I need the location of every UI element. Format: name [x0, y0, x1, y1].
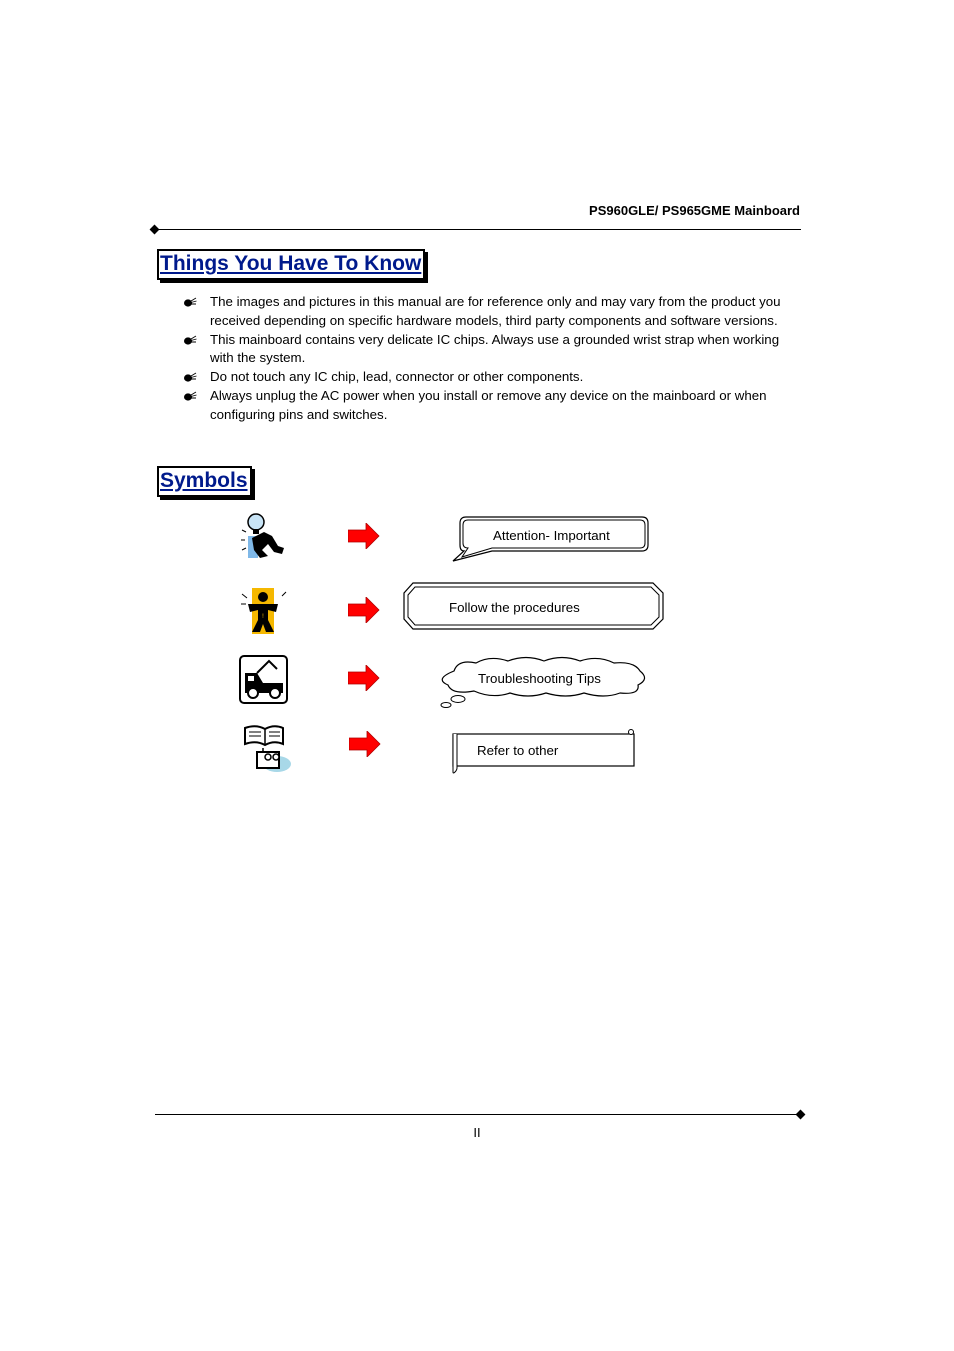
pointing-hand-icon	[183, 296, 197, 308]
pointing-hand-icon	[183, 371, 197, 383]
symbol-label-refer: Refer to other	[477, 743, 559, 758]
hazard-person-icon	[238, 586, 288, 636]
lightbulb-person-icon	[238, 510, 288, 560]
footer-rule	[155, 1114, 801, 1115]
pointing-hand-icon	[183, 390, 197, 402]
svg-text:!: !	[262, 614, 264, 620]
page-number: II	[473, 1125, 481, 1140]
right-arrow-icon	[348, 665, 380, 691]
right-arrow-icon	[349, 731, 381, 757]
section-title-things: Things You Have To Know	[157, 249, 425, 280]
header-rule	[155, 229, 801, 230]
symbol-label-procedures: Follow the procedures	[449, 600, 580, 615]
bullet-list	[183, 293, 793, 425]
right-arrow-icon	[348, 523, 380, 549]
section-title-symbols: Symbols	[157, 466, 252, 497]
right-arrow-icon	[348, 597, 380, 623]
pointing-hand-icon	[183, 334, 197, 346]
header-title: PS960GLE/ PS965GME Mainboard	[589, 203, 800, 218]
list-item: This mainboard contains very delicate IC chips. Always use a grounded wrist strap when working with the system.	[183, 331, 793, 369]
book-reader-icon	[243, 724, 293, 774]
tow-truck-icon	[239, 655, 289, 705]
list-item: The images and pictures in this manual are for reference only and may vary from the product you received depending on specific hardware models, third party components and software versions.	[183, 293, 793, 331]
list-item: Do not touch any IC chip, lead, connector or other components.	[183, 368, 793, 387]
symbol-label-troubleshooting: Troubleshooting Tips	[478, 671, 601, 686]
list-item: Always unplug the AC power when you install or remove any device on the mainboard or when configuring pins and switches.	[183, 387, 793, 425]
symbol-label-attention: Attention- Important	[493, 528, 610, 543]
footer-diamond-icon	[796, 1110, 806, 1120]
